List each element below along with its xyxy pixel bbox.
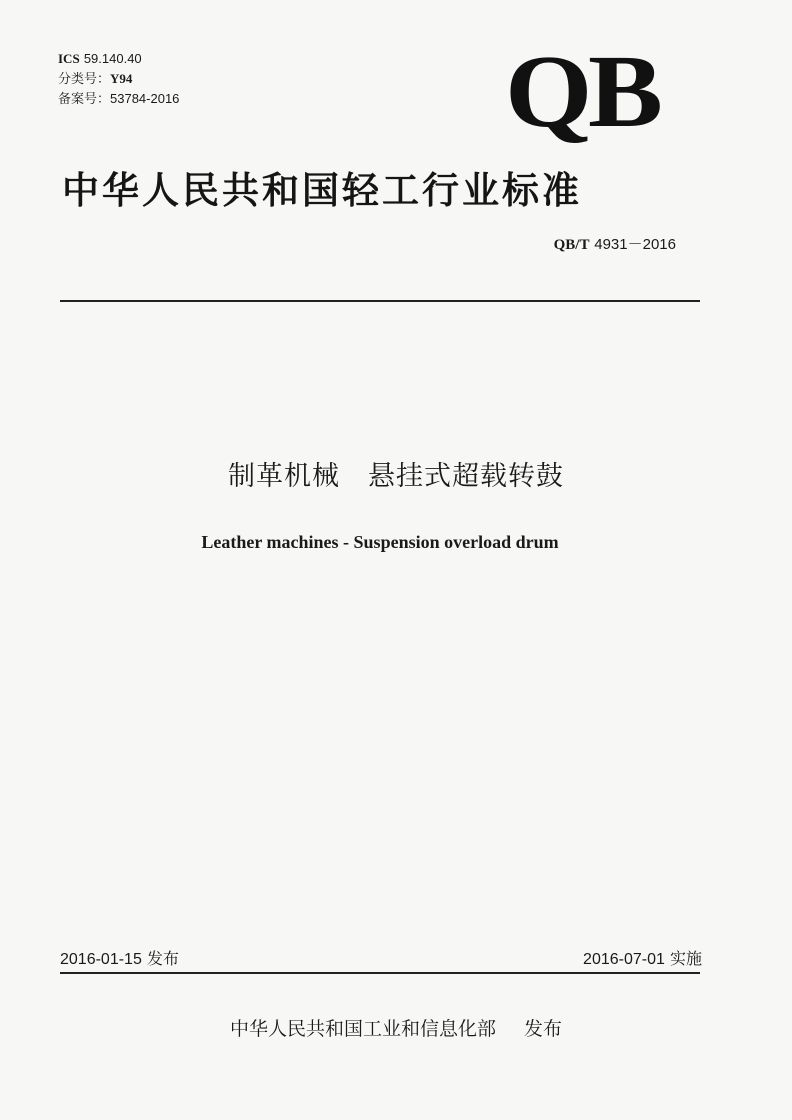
- bottom-divider: [60, 972, 700, 974]
- document-title-cn: 制革机械 悬挂式超载转鼓: [228, 461, 564, 492]
- issue-date: 2016-01-15: [60, 951, 142, 968]
- effective-date: 2016-07-01: [583, 951, 665, 968]
- classification-value: Y94: [110, 71, 133, 86]
- classification-line: [58, 70, 132, 89]
- ics-value: 59.140.40: [83, 51, 142, 66]
- standard-prefix: QB/T: [553, 237, 590, 253]
- main-title: 中华人民共和国轻工行业标准: [62, 169, 582, 212]
- issuer-action: 发布: [524, 1018, 563, 1040]
- effective-label: 实施: [669, 949, 702, 968]
- effective-date-line: [583, 946, 702, 969]
- classification-label: 分类号：: [58, 72, 111, 87]
- issue-date-line: [60, 946, 179, 969]
- issuer-name: 中华人民共和国工业和信息化部: [229, 1018, 496, 1040]
- issuer-line: [0, 1014, 792, 1041]
- qb-logo: QB: [505, 34, 659, 149]
- record-label: 备案号：: [58, 92, 111, 107]
- record-value: 53784-2016: [110, 91, 180, 106]
- issue-label: 发布: [146, 949, 179, 968]
- standard-code: [554, 233, 676, 254]
- record-line: [58, 90, 179, 109]
- ics-line: [58, 50, 142, 69]
- standard-number: 4931－2016: [594, 236, 676, 253]
- document-title-en: Leather machines - Suspension overload drum: [201, 532, 559, 552]
- ics-label: ICS: [58, 51, 80, 66]
- top-divider: [60, 300, 700, 302]
